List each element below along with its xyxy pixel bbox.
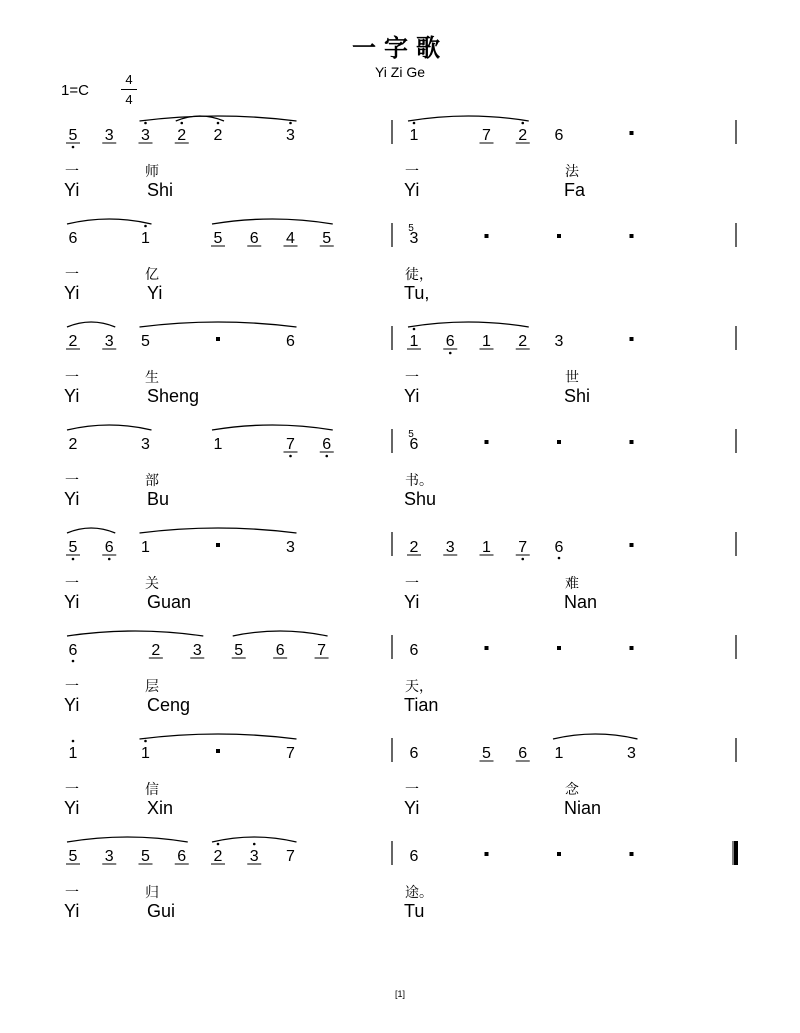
note-digit: 6 — [409, 745, 419, 762]
note-digit: 5 — [68, 127, 78, 144]
lyric-pinyin: Xin — [147, 798, 174, 818]
note-digit: 6 — [104, 539, 114, 556]
note-digit: 6 — [409, 642, 419, 659]
lyric-hanzi: 一 — [65, 679, 79, 695]
lyric-pinyin: Sheng — [147, 386, 200, 406]
note-digit: 3 — [409, 230, 419, 247]
duration-dot — [630, 440, 634, 444]
note-digit: 3 — [104, 848, 114, 865]
lyric-hanzi: 途。 — [405, 885, 433, 901]
lyric-hanzi: 一 — [65, 885, 79, 901]
duration-dot — [485, 440, 489, 444]
note-digit: 6 — [68, 230, 78, 247]
duration-dot — [216, 337, 220, 341]
note-digit: 6 — [275, 642, 285, 659]
note-digit: 3 — [192, 642, 202, 659]
lyric-hanzi: 世 — [565, 370, 579, 386]
octave-dot-high — [413, 328, 416, 331]
note-digit: 6 — [445, 333, 455, 350]
note-digit: 2 — [68, 333, 78, 350]
octave-dot-high — [217, 122, 220, 125]
note-digit: 6 — [177, 848, 187, 865]
lyric-pinyin: Ceng — [147, 695, 191, 715]
lyric-hanzi: 一 — [65, 370, 79, 386]
octave-dot-high — [413, 122, 416, 125]
lyric-hanzi: 难 — [565, 576, 579, 592]
slur-tie — [140, 528, 297, 533]
octave-dot-high — [217, 843, 220, 846]
lyric-pinyin: Tu, — [404, 283, 430, 303]
octave-dot-low — [289, 455, 292, 458]
lyric-hanzi: 法 — [565, 164, 579, 180]
lyric-hanzi: 生 — [145, 370, 159, 386]
note-digit: 2 — [518, 127, 528, 144]
lyric-hanzi: 天， — [405, 679, 433, 695]
slur-tie — [212, 425, 333, 430]
note-digit: 1 — [409, 333, 419, 350]
slur-tie — [67, 322, 115, 327]
note-digit: 2 — [213, 127, 223, 144]
octave-dot-high — [180, 122, 183, 125]
note-digit: 2 — [518, 333, 528, 350]
duration-dot — [630, 131, 634, 135]
lyric-pinyin: Bu — [147, 489, 170, 509]
duration-dot — [485, 852, 489, 856]
lyric-hanzi: 关 — [145, 576, 159, 592]
note-digit: 5 — [322, 230, 332, 247]
duration-dot — [557, 234, 561, 238]
slur-tie — [212, 219, 333, 224]
lyric-pinyin: Yi — [64, 798, 80, 818]
note-digit: 3 — [104, 127, 114, 144]
lyric-pinyin: Yi — [64, 901, 80, 921]
duration-dot — [630, 337, 634, 341]
note-digit: 1 — [141, 539, 150, 556]
lyric-pinyin: Nan — [564, 592, 598, 612]
note-digit: 1 — [141, 745, 150, 762]
note-digit: 7 — [286, 848, 295, 865]
note-digit: 3 — [627, 745, 636, 762]
octave-dot-high — [72, 740, 75, 743]
note-digit: 2 — [177, 127, 187, 144]
slur-tie — [408, 116, 529, 121]
duration-dot — [630, 852, 634, 856]
lyric-hanzi: 书。 — [405, 473, 433, 489]
slur-tie — [67, 219, 152, 224]
page-number: [1] — [394, 989, 405, 999]
lyric-pinyin: Yi — [64, 695, 80, 715]
duration-dot — [557, 646, 561, 650]
octave-dot-high — [144, 740, 147, 743]
slur-tie — [212, 837, 297, 842]
duration-dot — [630, 646, 634, 650]
note-digit: 3 — [141, 127, 150, 144]
note-digit: 1 — [482, 333, 491, 350]
slur-tie — [67, 425, 152, 430]
lyric-pinyin: Yi — [404, 180, 420, 200]
song-title: 一字歌 — [352, 33, 448, 62]
lyric-pinyin: Yi — [404, 386, 420, 406]
octave-dot-high — [289, 122, 292, 125]
duration-dot — [557, 440, 561, 444]
lyric-pinyin: Yi — [64, 283, 80, 303]
lyric-pinyin: Yi — [64, 489, 80, 509]
lyric-hanzi: 一 — [65, 267, 79, 283]
time-signature-bottom: 4 — [125, 92, 133, 107]
duration-dot — [630, 234, 634, 238]
lyric-pinyin: Fa — [564, 180, 586, 200]
note-digit: 2 — [213, 848, 223, 865]
lyric-pinyin: Tu — [404, 901, 425, 921]
octave-dot-low — [521, 558, 524, 561]
slur-tie — [140, 322, 297, 327]
duration-dot — [557, 852, 561, 856]
note-digit: 4 — [286, 230, 295, 247]
note-digit: 3 — [141, 436, 150, 453]
note-digit: 6 — [322, 436, 332, 453]
note-digit: 3 — [286, 127, 295, 144]
key-signature: 1=C — [61, 82, 89, 99]
time-signature-top: 4 — [125, 72, 133, 87]
lyric-pinyin: Yi — [404, 592, 420, 612]
note-digit: 5 — [141, 848, 150, 865]
note-digit: 1 — [141, 230, 150, 247]
note-digit: 1 — [68, 745, 78, 762]
note-digit: 1 — [409, 127, 419, 144]
note-digit: 3 — [286, 539, 295, 556]
song-subtitle: Yi Zi Ge — [374, 64, 426, 80]
lyric-pinyin: Gui — [147, 901, 176, 921]
lyric-hanzi: 一 — [65, 576, 79, 592]
octave-dot-low — [108, 558, 111, 561]
note-digit: 7 — [518, 539, 528, 556]
lyric-hanzi: 一 — [405, 576, 419, 592]
note-digit: 2 — [151, 642, 161, 659]
grace-note: 5 — [408, 429, 414, 440]
note-digit: 6 — [68, 642, 78, 659]
lyric-hanzi: 一 — [65, 473, 79, 489]
note-digit: 6 — [249, 230, 259, 247]
lyric-hanzi: 一 — [405, 782, 419, 798]
grace-note: 5 — [408, 223, 414, 234]
lyric-hanzi: 徒， — [405, 267, 433, 283]
note-digit: 6 — [518, 745, 528, 762]
lyric-pinyin: Guan — [147, 592, 192, 612]
lyric-hanzi: 信 — [145, 782, 159, 798]
note-digit: 5 — [141, 333, 150, 350]
note-digit: 3 — [104, 333, 114, 350]
lyric-pinyin: Yi — [64, 180, 80, 200]
slur-tie — [140, 734, 297, 739]
slur-tie — [233, 631, 328, 636]
lyric-pinyin: Yi — [404, 798, 420, 818]
note-digit: 5 — [234, 642, 244, 659]
octave-dot-low — [72, 558, 75, 561]
slur-tie — [553, 734, 638, 739]
duration-dot — [630, 543, 634, 547]
slur-tie — [408, 322, 529, 327]
final-barline-thick — [734, 841, 738, 865]
note-digit: 3 — [445, 539, 455, 556]
lyric-hanzi: 层 — [145, 679, 159, 695]
octave-dot-low — [72, 146, 75, 149]
slur-tie — [67, 528, 115, 533]
note-digit: 2 — [68, 436, 78, 453]
octave-dot-low — [72, 660, 75, 663]
lyric-hanzi: 亿 — [145, 267, 159, 283]
lyric-hanzi: 部 — [145, 473, 159, 489]
slur-tie — [67, 837, 188, 842]
lyric-hanzi: 归 — [145, 885, 159, 901]
note-digit: 5 — [68, 539, 78, 556]
note-digit: 6 — [409, 848, 419, 865]
lyric-pinyin: Yi — [147, 283, 163, 303]
lyric-pinyin: Yi — [64, 386, 80, 406]
duration-dot — [216, 543, 220, 547]
octave-dot-low — [449, 352, 452, 355]
note-digit: 1 — [213, 436, 223, 453]
lyric-hanzi: 一 — [65, 164, 79, 180]
lyric-pinyin: Nian — [564, 798, 602, 818]
octave-dot-low — [325, 455, 328, 458]
lyric-pinyin: Tian — [404, 695, 439, 715]
lyric-pinyin: Shi — [564, 386, 591, 406]
octave-dot-high — [521, 122, 524, 125]
note-digit: 5 — [482, 745, 491, 762]
lyric-hanzi: 一 — [405, 370, 419, 386]
note-digit: 6 — [554, 539, 564, 556]
lyric-pinyin: Shu — [404, 489, 437, 509]
note-digit: 2 — [409, 539, 419, 556]
slur-tie — [67, 631, 203, 636]
note-digit: 6 — [554, 127, 564, 144]
octave-dot-high — [144, 122, 147, 125]
note-digit: 5 — [213, 230, 223, 247]
octave-dot-low — [558, 557, 561, 560]
duration-dot — [485, 646, 489, 650]
duration-dot — [485, 234, 489, 238]
note-digit: 6 — [409, 436, 419, 453]
note-digit: 6 — [286, 333, 295, 350]
octave-dot-high — [253, 843, 256, 846]
note-digit: 7 — [286, 745, 295, 762]
note-digit: 7 — [286, 436, 295, 453]
lyric-pinyin: Yi — [64, 592, 80, 612]
lyric-hanzi: 一 — [405, 164, 419, 180]
lyric-hanzi: 念 — [565, 782, 579, 798]
note-digit: 3 — [554, 333, 564, 350]
lyric-hanzi: 师 — [145, 164, 159, 180]
note-digit: 5 — [68, 848, 78, 865]
duration-dot — [216, 749, 220, 753]
note-digit: 1 — [482, 539, 491, 556]
note-digit: 7 — [482, 127, 491, 144]
note-digit: 3 — [249, 848, 259, 865]
note-digit: 1 — [554, 745, 564, 762]
lyric-hanzi: 一 — [65, 782, 79, 798]
lyric-pinyin: Shi — [147, 180, 174, 200]
octave-dot-high — [144, 225, 147, 228]
note-digit: 7 — [317, 642, 327, 659]
